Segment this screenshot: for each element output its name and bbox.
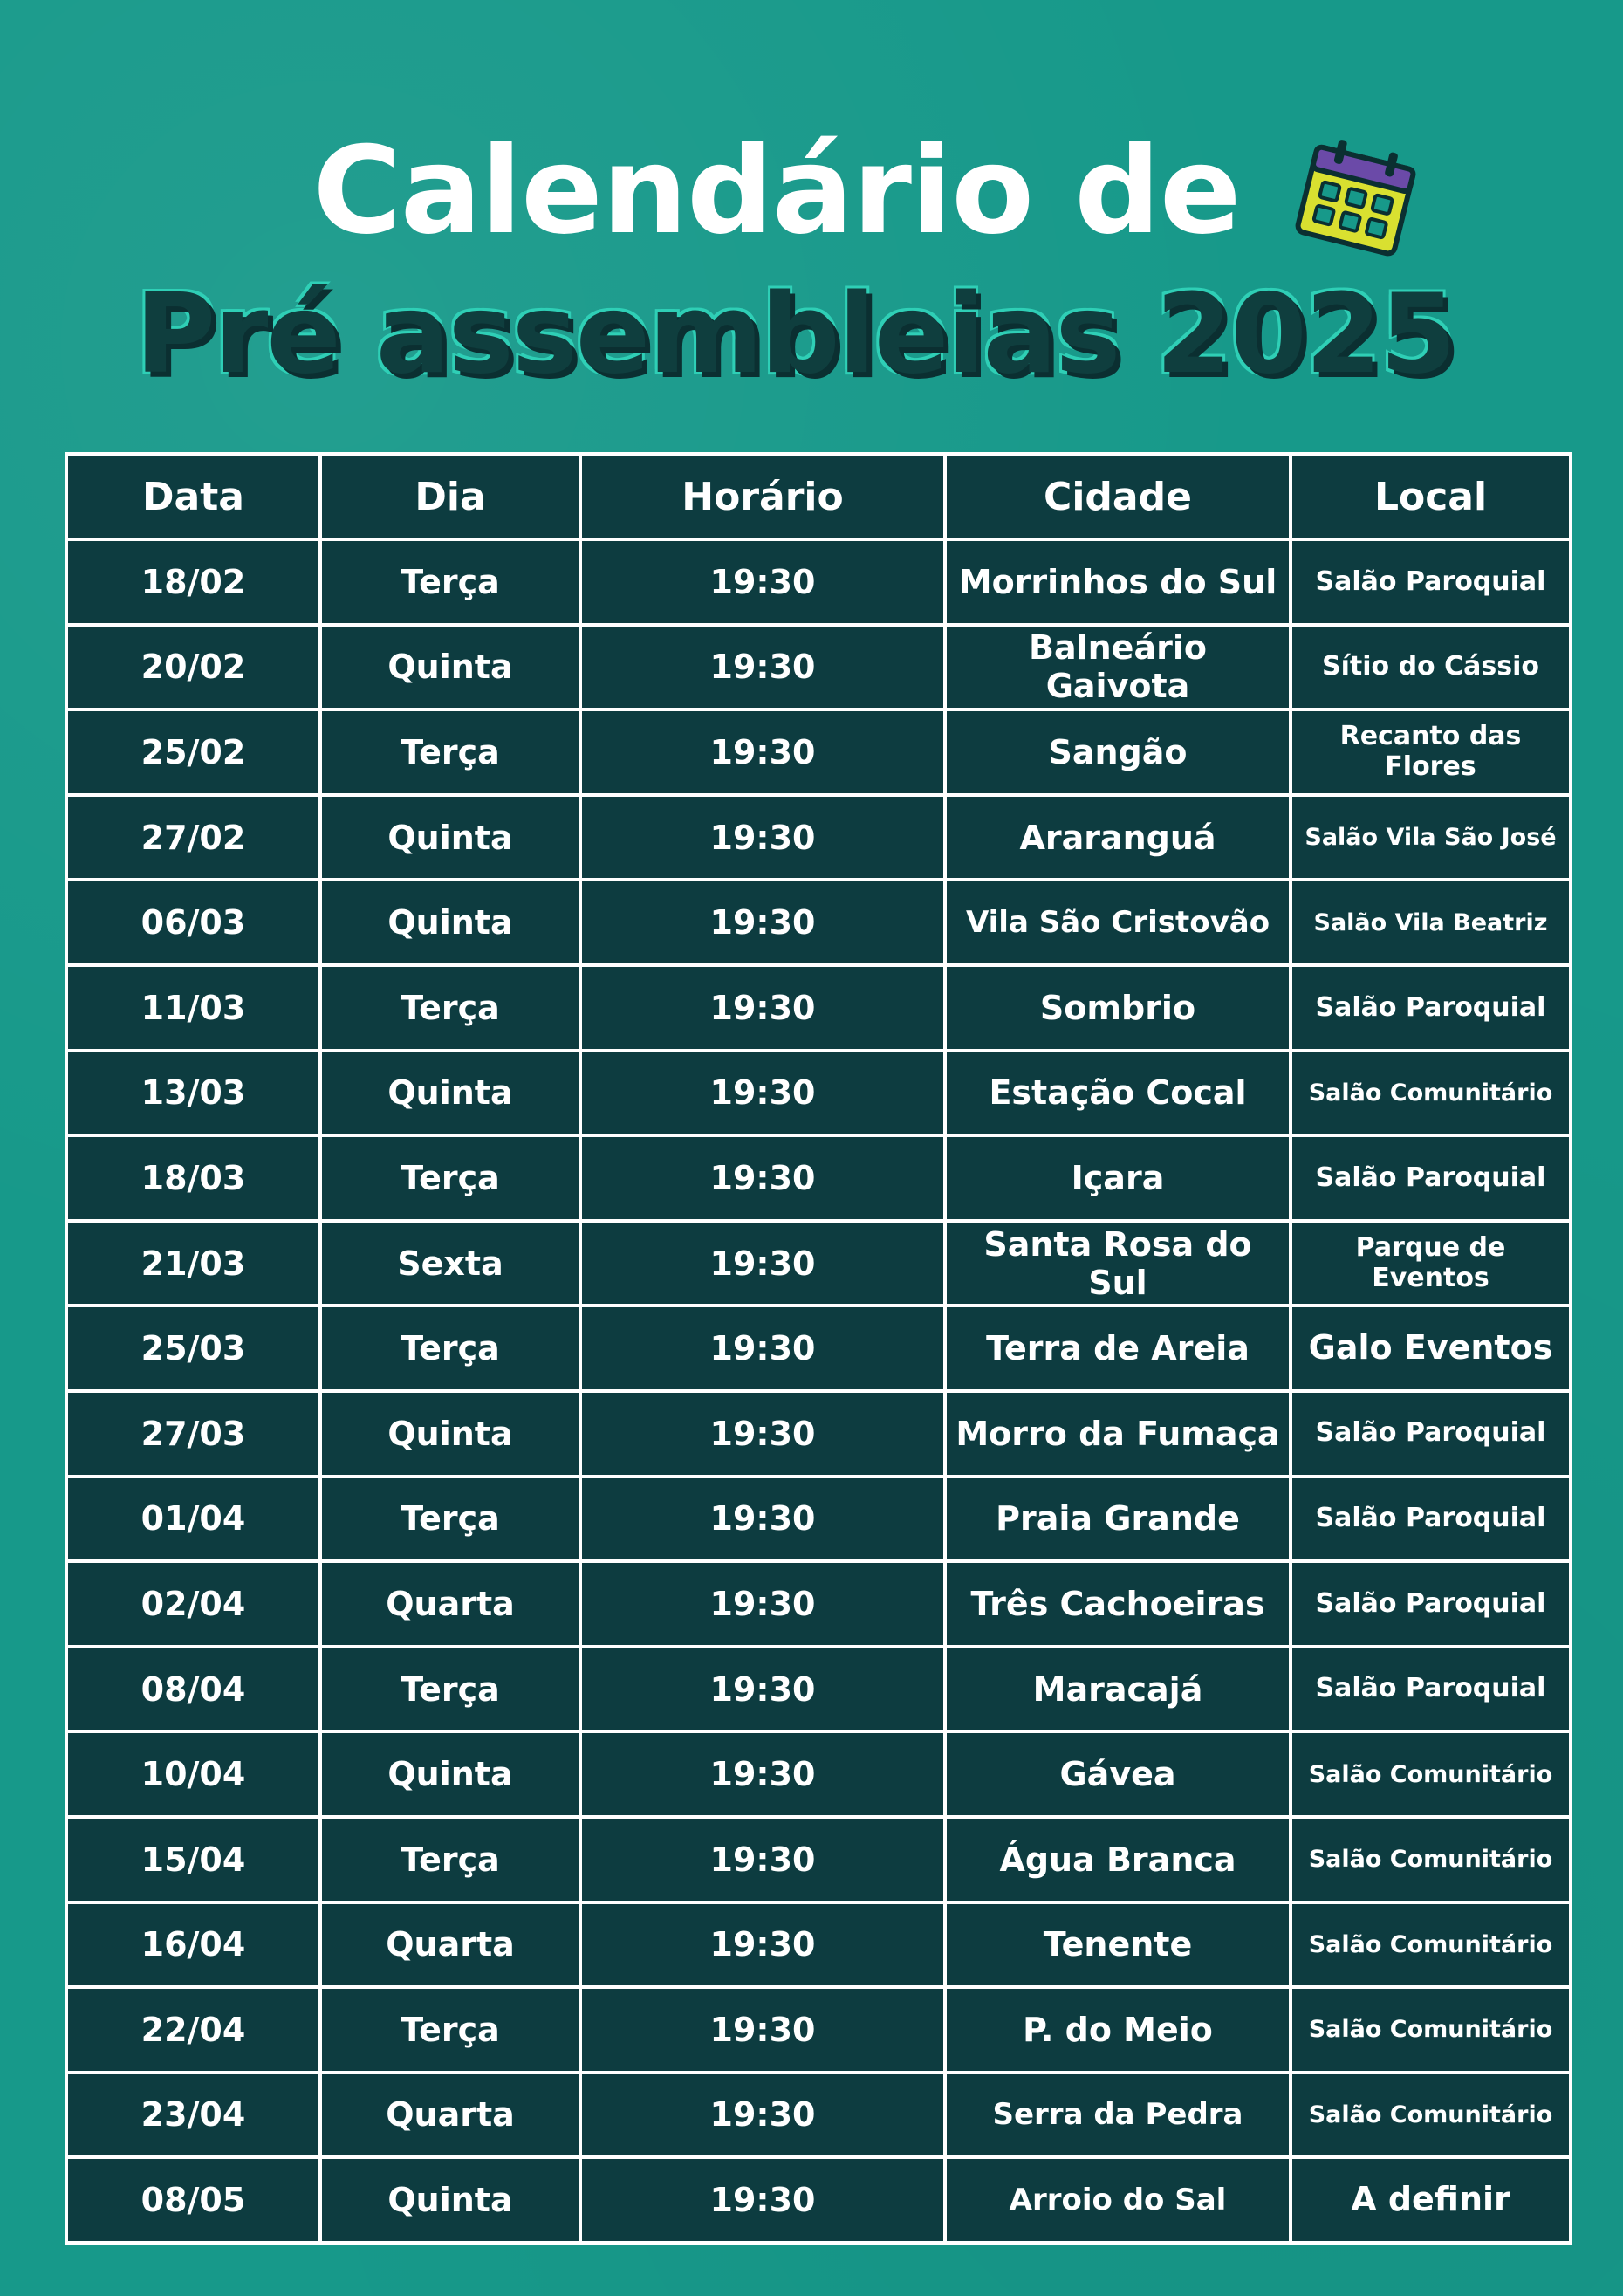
table-row (66, 709, 1571, 795)
cell-dia: Quarta (320, 2073, 580, 2158)
title-line-2: Pré assembleias 2025 (134, 270, 1455, 398)
cell-cidade: Tenente (945, 1902, 1291, 1988)
cell-data: 22/04 (66, 1987, 320, 2073)
cell-dia: Terça (320, 1987, 580, 2073)
table-row (66, 1306, 1571, 1391)
cell-data: 01/04 (66, 1477, 320, 1562)
cell-dia: Quinta (320, 625, 580, 710)
table-row (66, 1391, 1571, 1477)
cell-data: 02/04 (66, 1561, 320, 1647)
table-row (66, 1051, 1571, 1136)
cell-dia: Terça (320, 1817, 580, 1902)
table-row (66, 1221, 1571, 1306)
cell-dia: Quinta (320, 1051, 580, 1136)
cell-local: Salão Vila São José (1291, 795, 1571, 881)
cell-horario: 19:30 (580, 1051, 945, 1136)
cell-data: 11/03 (66, 965, 320, 1051)
cell-horario: 19:30 (580, 1817, 945, 1902)
table-row (66, 1817, 1571, 1902)
cell-dia: Terça (320, 1306, 580, 1391)
cell-cidade: Gávea (945, 1731, 1291, 1817)
cell-dia: Sexta (320, 1221, 580, 1306)
table-row (66, 2073, 1571, 2158)
cell-local: Parque de Eventos (1291, 1221, 1571, 1306)
column-header-horario: Horário (580, 454, 945, 539)
column-header-local: Local (1291, 454, 1571, 539)
cell-data: 08/04 (66, 1647, 320, 1732)
cell-horario: 19:30 (580, 625, 945, 710)
cell-horario: 19:30 (580, 2073, 945, 2158)
cell-dia: Terça (320, 539, 580, 625)
cell-data: 27/02 (66, 795, 320, 881)
table-row (66, 625, 1571, 710)
cell-data: 06/03 (66, 880, 320, 965)
cell-local: Salão Paroquial (1291, 1477, 1571, 1562)
cell-data: 20/02 (66, 625, 320, 710)
column-header-data: Data (66, 454, 320, 539)
cell-local: Galo Eventos (1291, 1306, 1571, 1391)
cell-cidade: Arroio do Sal (945, 2157, 1291, 2243)
cell-horario: 19:30 (580, 1987, 945, 2073)
cell-local: Salão Paroquial (1291, 965, 1571, 1051)
cell-data: 16/04 (66, 1902, 320, 1988)
cell-horario: 19:30 (580, 2157, 945, 2243)
cell-horario: 19:30 (580, 1477, 945, 1562)
cell-horario: 19:30 (580, 1561, 945, 1647)
cell-cidade: Sangão (945, 709, 1291, 795)
cell-data: 25/03 (66, 1306, 320, 1391)
cell-cidade: Sombrio (945, 965, 1291, 1051)
cell-data: 15/04 (66, 1817, 320, 1902)
cell-dia: Terça (320, 965, 580, 1051)
cell-local: Salão Comunitário (1291, 1051, 1571, 1136)
cell-local: Sítio do Cássio (1291, 625, 1571, 710)
cell-data: 23/04 (66, 2073, 320, 2158)
cell-local: Salão Paroquial (1291, 1135, 1571, 1221)
schedule-table (65, 452, 1572, 2245)
title-line-1: Calendário de (312, 120, 1241, 261)
table-header-row (66, 454, 1571, 539)
cell-horario: 19:30 (580, 1391, 945, 1477)
cell-data: 10/04 (66, 1731, 320, 1817)
cell-local: A definir (1291, 2157, 1571, 2243)
cell-data: 27/03 (66, 1391, 320, 1477)
table-row (66, 1477, 1571, 1562)
table-row (66, 2157, 1571, 2243)
cell-horario: 19:30 (580, 1902, 945, 1988)
cell-dia: Quinta (320, 1391, 580, 1477)
cell-dia: Terça (320, 1135, 580, 1221)
cell-data: 18/02 (66, 539, 320, 625)
cell-horario: 19:30 (580, 1647, 945, 1732)
cell-dia: Quinta (320, 1731, 580, 1817)
cell-local: Salão Comunitário (1291, 1731, 1571, 1817)
cell-cidade: Serra da Pedra (945, 2073, 1291, 2158)
cell-horario: 19:30 (580, 1731, 945, 1817)
cell-dia: Terça (320, 1647, 580, 1732)
cell-dia: Quinta (320, 795, 580, 881)
table-row (66, 1902, 1571, 1988)
cell-local: Salão Paroquial (1291, 1647, 1571, 1732)
cell-local: Salão Paroquial (1291, 1561, 1571, 1647)
cell-local: Salão Paroquial (1291, 539, 1571, 625)
cell-data: 18/03 (66, 1135, 320, 1221)
cell-local: Salão Comunitário (1291, 1902, 1571, 1988)
cell-local: Salão Comunitário (1291, 1987, 1571, 2073)
cell-local: Recanto das Flores (1291, 709, 1571, 795)
column-header-cidade: Cidade (945, 454, 1291, 539)
column-header-dia: Dia (320, 454, 580, 539)
table-row (66, 1731, 1571, 1817)
cell-dia: Terça (320, 709, 580, 795)
cell-data: 25/02 (66, 709, 320, 795)
table-row (66, 965, 1571, 1051)
cell-local: Salão Paroquial (1291, 1391, 1571, 1477)
cell-cidade: Morrinhos do Sul (945, 539, 1291, 625)
cell-local: Salão Comunitário (1291, 2073, 1571, 2158)
table-row (66, 880, 1571, 965)
cell-cidade: Balneário Gaivota (945, 625, 1291, 710)
cell-local: Salão Comunitário (1291, 1817, 1571, 1902)
cell-cidade: Água Branca (945, 1817, 1291, 1902)
cell-cidade: Maracajá (945, 1647, 1291, 1732)
table-row (66, 539, 1571, 625)
cell-horario: 19:30 (580, 539, 945, 625)
cell-cidade: Araranguá (945, 795, 1291, 881)
cell-horario: 19:30 (580, 965, 945, 1051)
cell-cidade: P. do Meio (945, 1987, 1291, 2073)
cell-cidade: Vila São Cristovão (945, 880, 1291, 965)
cell-dia: Quarta (320, 1902, 580, 1988)
cell-horario: 19:30 (580, 1306, 945, 1391)
table-row (66, 1135, 1571, 1221)
cell-data: 13/03 (66, 1051, 320, 1136)
cell-cidade: Terra de Areia (945, 1306, 1291, 1391)
cell-horario: 19:30 (580, 795, 945, 881)
cell-dia: Terça (320, 1477, 580, 1562)
cell-cidade: Içara (945, 1135, 1291, 1221)
cell-data: 21/03 (66, 1221, 320, 1306)
cell-local: Salão Vila Beatriz (1291, 880, 1571, 965)
cell-cidade: Morro da Fumaça (945, 1391, 1291, 1477)
table-row (66, 1987, 1571, 2073)
cell-horario: 19:30 (580, 1221, 945, 1306)
cell-horario: 19:30 (580, 1135, 945, 1221)
cell-dia: Quinta (320, 880, 580, 965)
cell-horario: 19:30 (580, 880, 945, 965)
table-row (66, 795, 1571, 881)
cell-cidade: Três Cachoeiras (945, 1561, 1291, 1647)
calendar-icon (1291, 129, 1422, 260)
cell-cidade: Estação Cocal (945, 1051, 1291, 1136)
table-row (66, 1647, 1571, 1732)
cell-horario: 19:30 (580, 709, 945, 795)
cell-dia: Quarta (320, 1561, 580, 1647)
cell-cidade: Praia Grande (945, 1477, 1291, 1562)
cell-cidade: Santa Rosa do Sul (945, 1221, 1291, 1306)
cell-dia: Quinta (320, 2157, 580, 2243)
table-row (66, 1561, 1571, 1647)
cell-data: 08/05 (66, 2157, 320, 2243)
